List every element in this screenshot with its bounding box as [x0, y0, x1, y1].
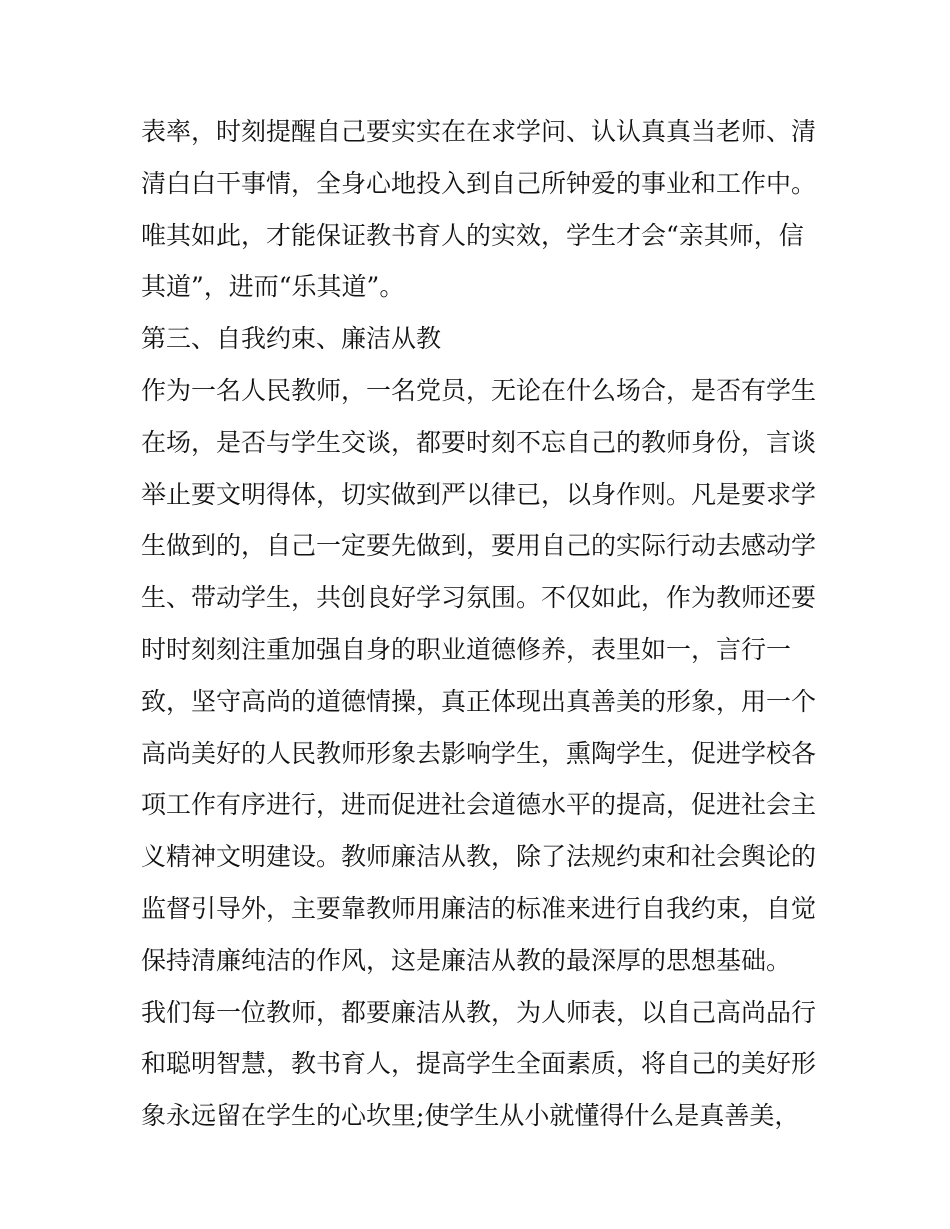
text-line: 唯其如此，才能保证教书育人的实效，学生才会“亲其师，信 [141, 220, 804, 250]
text-line: 生做到的，自己一定要先做到，要用自己的实际行动去感动学 [141, 531, 817, 561]
text-line: 保持清廉纯洁的作风，这是廉洁从教的最深厚的思想基础。 [141, 945, 792, 975]
text-line: 项工作有序进行，进而促进社会道德水平的提高，促进社会主 [141, 790, 817, 820]
text-line: 时时刻刻注重加强自身的职业道德修养，表里如一，言行一 [141, 634, 792, 664]
text-line: 义精神文明建设。教师廉洁从教，除了法规约束和社会舆论的 [141, 842, 817, 872]
text-line: 生、带动学生，共创良好学习氛围。不仅如此，作为教师还要 [141, 583, 817, 613]
text-line: 表率，时刻提醒自己要实实在在求学问、认认真真当老师、清 [141, 117, 817, 146]
text-line: 其道”，进而“乐其道”。 [141, 272, 405, 302]
text-line: 和聪明智慧，教书育人，提高学生全面素质，将自己的美好形 [141, 1049, 817, 1079]
text-line: 举止要文明得体，切实做到严以律已，以身作则。凡是要求学 [141, 479, 817, 509]
text-line: 致，坚守高尚的道德情操，真正体现出真善美的形象，用一个 [141, 686, 817, 716]
text-line: 我们每一位教师，都要廉洁从教，为人师表，以自己高尚品行 [141, 997, 817, 1027]
text-line: 清白白干事情，全身心地投入到自己所钟爱的事业和工作中。 [141, 168, 817, 198]
text-line: 监督引导外，主要靠教师用廉洁的标准来进行自我约束，自觉 [141, 893, 817, 923]
body-text [141, 106, 821, 1142]
text-line: 象永远留在学生的心坎里;使学生从小就懂得什么是真善美， [141, 1101, 800, 1131]
text-line: 在场，是否与学生交谈，都要时刻不忘自己的教师身份，言谈 [141, 427, 817, 457]
text-line: 作为一名人民教师，一名党员，无论在什么场合，是否有学生 [141, 375, 817, 405]
text-line: 高尚美好的人民教师形象去影响学生，熏陶学生，促进学校各 [141, 738, 817, 768]
section-heading: 第三、自我约束、廉洁从教 [141, 324, 442, 354]
